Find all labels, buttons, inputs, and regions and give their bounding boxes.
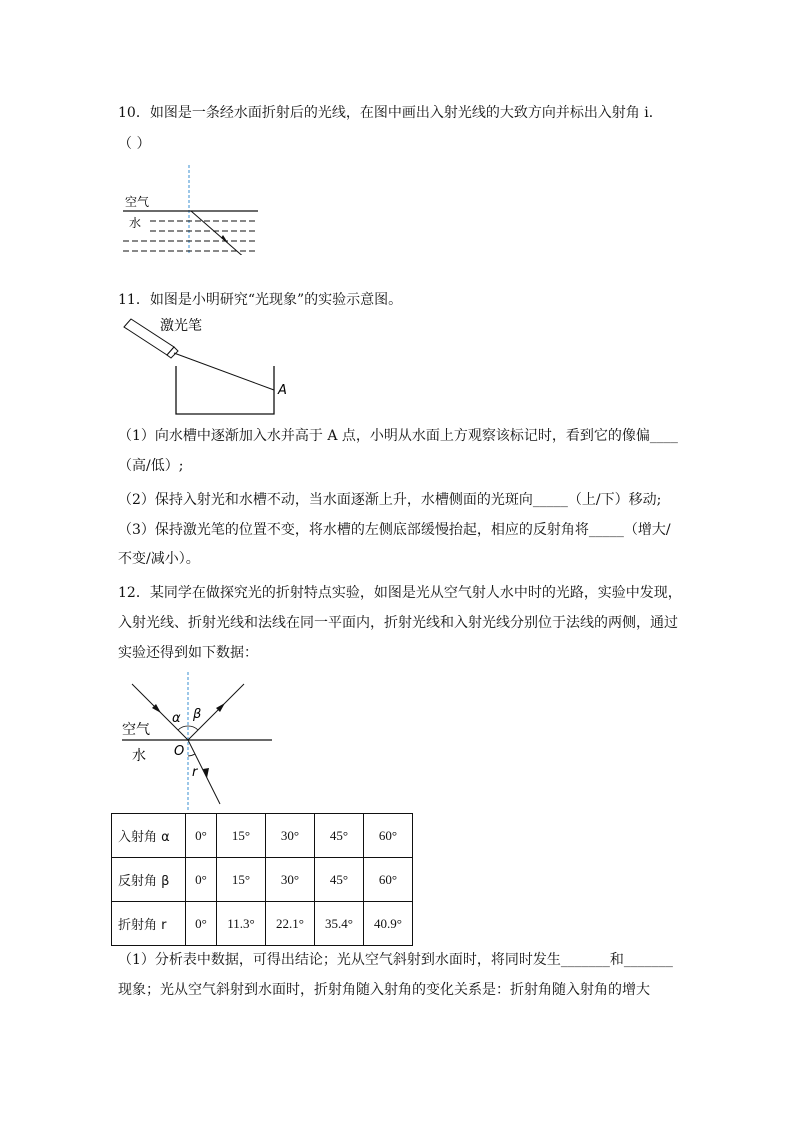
table-cell: 0° <box>186 858 217 902</box>
q11-point-a-label: A <box>278 383 287 398</box>
table-cell: 15° <box>217 814 266 858</box>
q12-beta-label: β <box>193 707 202 722</box>
table-cell: 30° <box>266 814 315 858</box>
q12-r-label: r <box>192 765 198 780</box>
q12-part1-a: （1）分析表中数据，可得出结论；光从空气斜射到水面时，将同时发生_______和_______ <box>118 952 673 968</box>
q12-part1-b: 现象；光从空气斜射到水面时，折射角随入射角的变化关系是：折射角随入射角的增大 <box>118 982 650 998</box>
q12-data-table <box>111 813 413 946</box>
q12-text-b: 入射光线、折射光线和法线在同一平面内，折射光线和入射光线分别位于法线的两侧，通过 <box>118 615 678 631</box>
table-cell: 45° <box>315 858 364 902</box>
q10-text: 10．如图是一条经水面折射后的光线，在图中画出入射光线的大致方向并标出入射角 i． <box>118 105 663 121</box>
q12-figure <box>112 672 292 812</box>
q11-water-tank <box>176 366 274 414</box>
table-row <box>112 902 413 946</box>
table-row <box>112 858 413 902</box>
q11-part3-a: （3）保持激光笔的位置不变，将水槽的左侧底部缓慢抬起，相应的反射角将_____（增大/ <box>118 522 671 538</box>
table-cell: 0° <box>186 814 217 858</box>
table-cell: 60° <box>364 858 413 902</box>
q10-answer-paren: （ ） <box>118 136 151 152</box>
q11-laser-beam <box>174 353 274 390</box>
table-row-header: 反射角 β <box>112 858 186 902</box>
table-cell: 60° <box>364 814 413 858</box>
q10-refracted-ray <box>191 211 246 255</box>
q11-laser-label: 激光笔 <box>160 318 202 334</box>
table-row-header: 折射角 r <box>112 902 186 946</box>
q12-air-label: 空气 <box>122 722 150 738</box>
q10-arrow-icon <box>221 235 228 243</box>
q12-alpha-label: α <box>172 711 181 726</box>
table-cell: 30° <box>266 858 315 902</box>
table-cell: 15° <box>217 858 266 902</box>
table-cell: 22.1° <box>266 902 315 946</box>
table-cell: 45° <box>315 814 364 858</box>
q11-text: 11．如图是小明研究“光现象”的实验示意图。 <box>118 292 403 308</box>
table-cell: 0° <box>186 902 217 946</box>
q12-water-label: 水 <box>132 748 146 764</box>
q12-text-a: 12．某同学在做探究光的折射特点实验，如图是光从空气射人水中时的光路，实验中发现， <box>118 585 682 601</box>
q12-text-c: 实验还得到如下数据： <box>118 645 258 661</box>
table-row-header: 入射角 α <box>112 814 186 858</box>
q11-part1-a: （1）向水槽中逐渐加入水并高于 A 点，小明从水面上方观察该标记时，看到它的像偏____ <box>118 428 678 444</box>
q11-part1-b: （高/低）; <box>118 458 184 474</box>
table-cell: 40.9° <box>364 902 413 946</box>
table-cell: 35.4° <box>315 902 364 946</box>
q10-air-label: 空气 <box>125 195 150 209</box>
table-cell: 11.3° <box>217 902 266 946</box>
q11-figure <box>118 313 298 423</box>
q12-o-label: O <box>174 744 185 759</box>
table-row <box>112 814 413 858</box>
q10-water-label: 水 <box>129 216 142 230</box>
q11-part2: （2）保持入射光和水槽不动，当水面逐渐上升，水槽侧面的光斑向_____（上/下）移动; <box>118 492 662 508</box>
q10-figure <box>115 165 265 255</box>
q11-part3-b: 不变/减小）。 <box>118 551 200 567</box>
